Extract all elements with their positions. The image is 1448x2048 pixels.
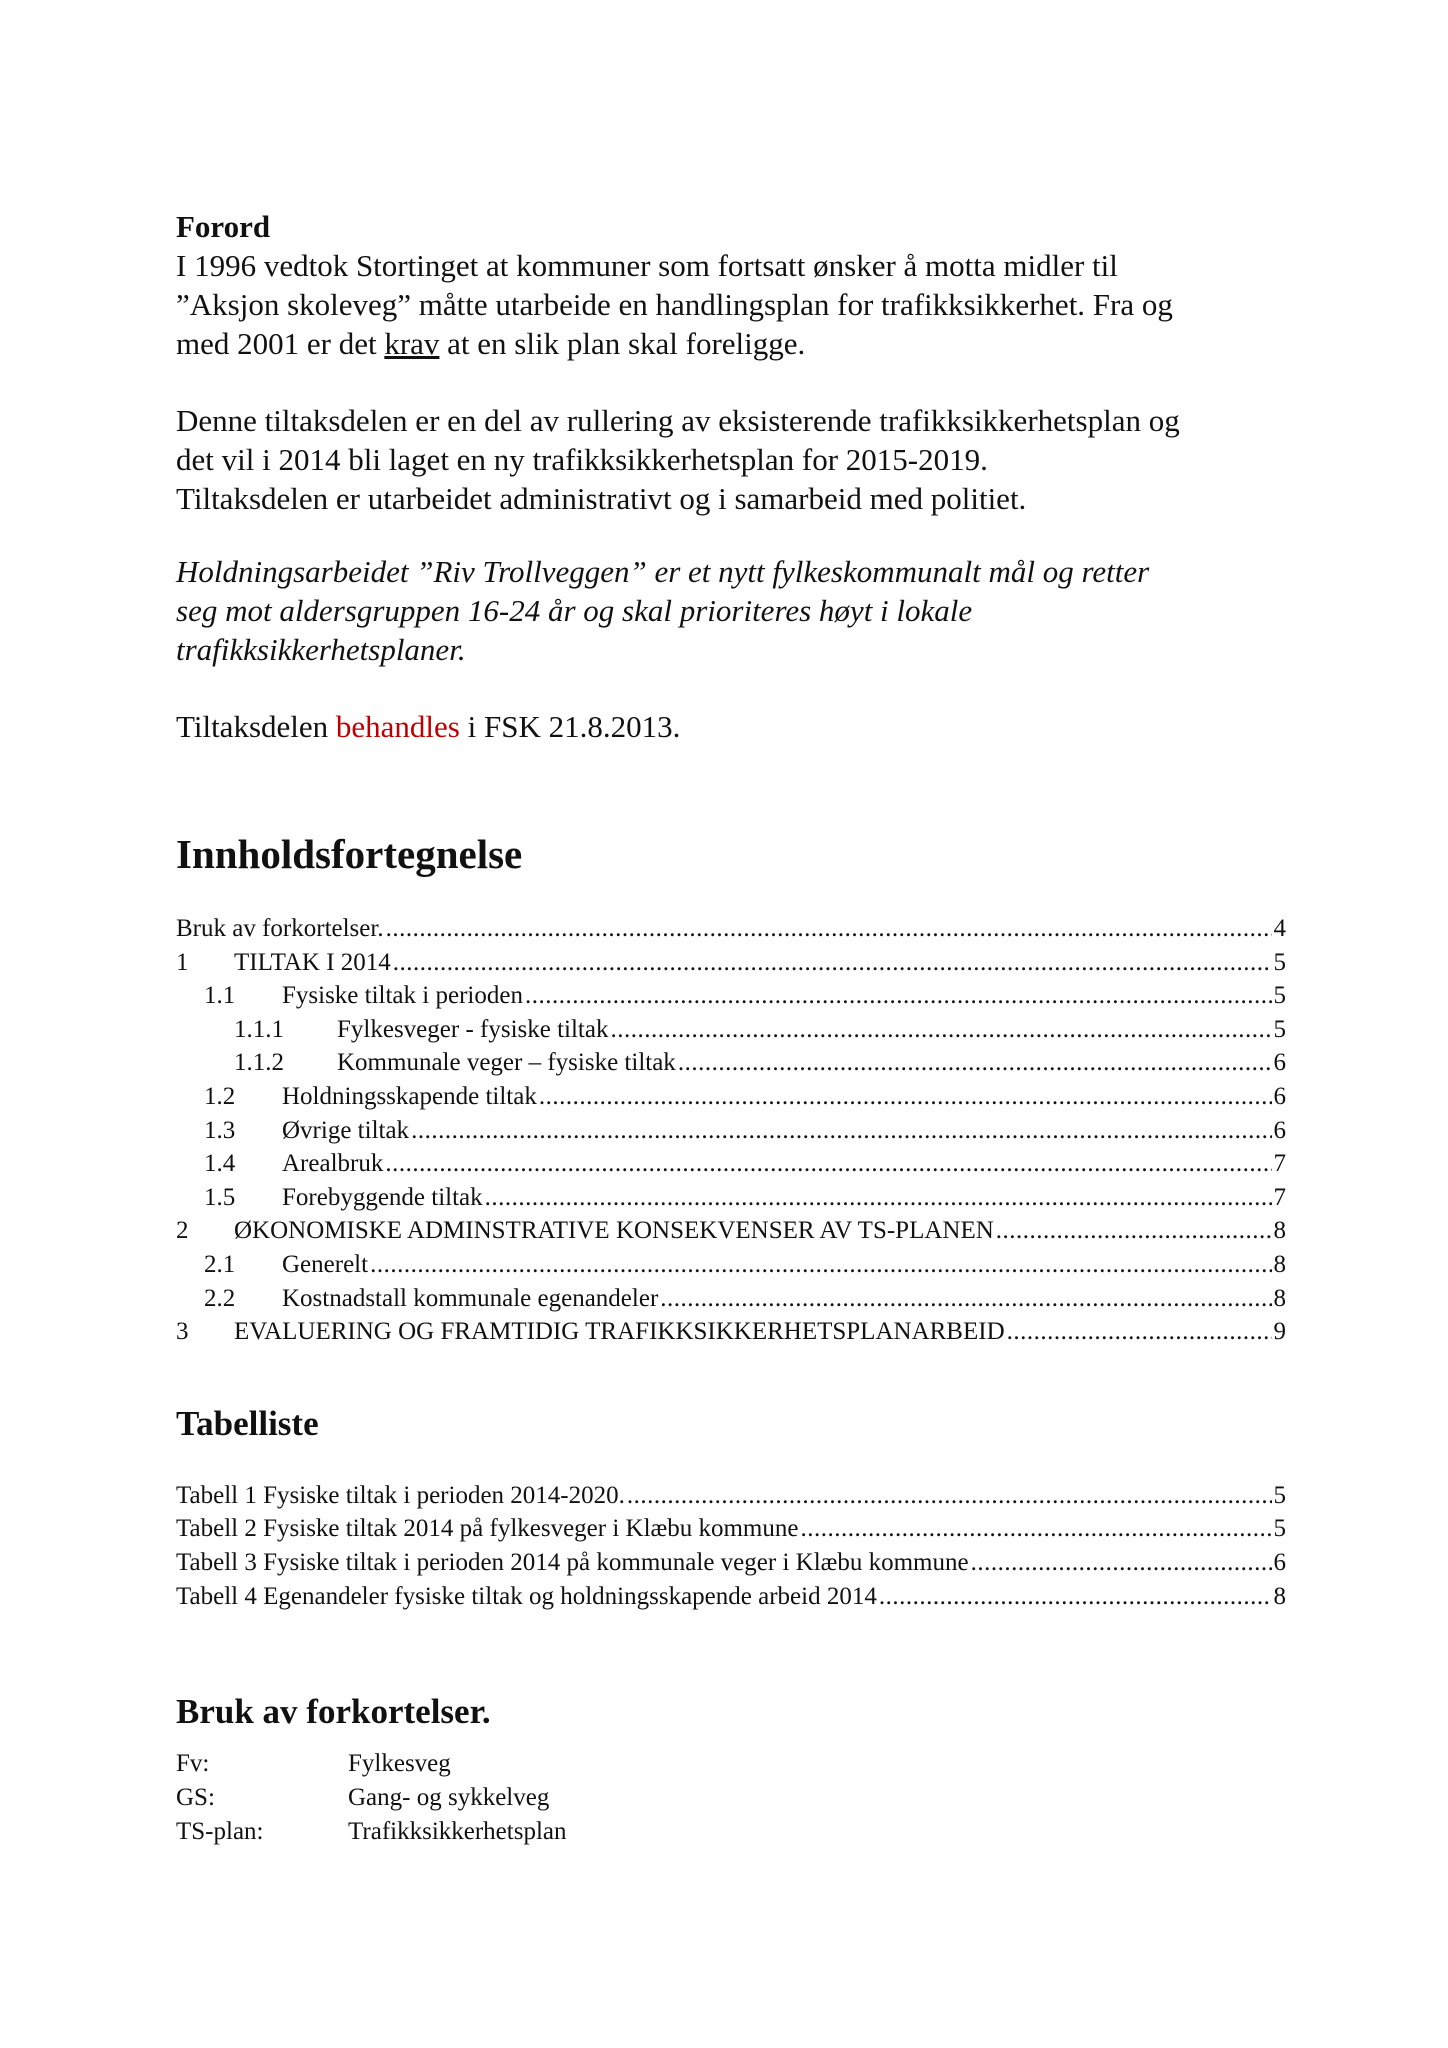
table-list-entry-page: 5 <box>1273 1515 1286 1543</box>
forkortelser-heading: Bruk av forkortelser. <box>176 1692 491 1732</box>
toc-entry[interactable] <box>176 1282 1286 1316</box>
abbreviation-row <box>176 1747 1286 1781</box>
toc-entry-number: 2.2 <box>204 1284 236 1312</box>
table-list <box>176 1479 1286 1613</box>
forord-paragraph-1 <box>176 246 1286 363</box>
table-list-entry-text: Tabell 1 Fysiske tiltak i perioden 2014-2020. <box>176 1481 625 1509</box>
toc-leader-dots <box>678 1046 1272 1080</box>
toc-leader-dots <box>1007 1315 1272 1349</box>
toc-entry-page: 7 <box>1273 1183 1286 1211</box>
toc-entry-text: Arealbruk <box>282 1150 384 1178</box>
toc-entry-number: 1.3 <box>204 1116 236 1144</box>
toc-leader-dots <box>610 1013 1271 1047</box>
toc-entry-page: 6 <box>1273 1116 1286 1144</box>
table-list-entry-text: Tabell 2 Fysiske tiltak 2014 på fylkesveger i Klæbu kommune <box>176 1515 799 1543</box>
forord-p1-line-3-pre: med 2001 er det <box>176 326 385 361</box>
toc-entry-number: 1.4 <box>204 1150 236 1178</box>
toc-entry[interactable] <box>176 1147 1286 1181</box>
table-list-leader-dots <box>800 1512 1271 1546</box>
forord-p1-line-1: I 1996 vedtok Stortinget at kommuner som fortsatt ønsker å motta midler til <box>176 248 1118 283</box>
toc-entry-number: 1.1 <box>204 982 236 1010</box>
toc-entry-page: 8 <box>1273 1250 1286 1278</box>
toc-entry-page: 8 <box>1273 1284 1286 1312</box>
toc-entry[interactable] <box>176 1046 1286 1080</box>
toc-entry-text: EVALUERING OG FRAMTIDIG TRAFIKKSIKKERHETSPLANARBEID <box>234 1318 1005 1346</box>
toc-entry[interactable] <box>176 1214 1286 1248</box>
table-list-entry-page: 8 <box>1273 1582 1286 1610</box>
toc-entry-text: Forebyggende tiltak <box>282 1183 483 1211</box>
toc-entry[interactable] <box>176 912 1286 946</box>
table-of-contents <box>176 912 1286 1349</box>
toc-leader-dots <box>660 1282 1271 1316</box>
table-list-entry-page: 6 <box>1273 1548 1286 1576</box>
toc-entry-number: 1 <box>176 948 189 976</box>
toc-entry-number: 2.1 <box>204 1250 236 1278</box>
toc-entry-text: Bruk av forkortelser. <box>176 915 384 942</box>
table-list-entry-text: Tabell 4 Egenandeler fysiske tiltak og holdningsskapende arbeid 2014 <box>176 1582 877 1610</box>
forord-p2-line-3: Tiltaksdelen er utarbeidet administrativt og i samarbeid med politiet. <box>176 481 1027 516</box>
toc-leader-dots <box>539 1080 1272 1114</box>
table-list-leader-dots <box>971 1546 1272 1580</box>
toc-entry-text: Generelt <box>282 1250 369 1278</box>
toc-entry-number: 2 <box>176 1217 189 1245</box>
forord-p4-post: i FSK 21.8.2013. <box>459 709 681 744</box>
toc-entry-text: Fylkesveger - fysiske tiltak <box>337 1015 609 1043</box>
table-list-entry[interactable] <box>176 1512 1286 1546</box>
toc-entry-page: 5 <box>1273 1015 1286 1043</box>
toc-entry-page: 6 <box>1273 1049 1286 1077</box>
forord-p4-pre: Tiltaksdelen <box>176 709 336 744</box>
forord-p3-line-3: trafikksikkerhetsplaner. <box>176 632 466 667</box>
toc-leader-dots <box>525 979 1272 1013</box>
toc-entry-number: 1.2 <box>204 1082 236 1110</box>
document-page <box>176 208 1286 1849</box>
toc-entry-number: 1.1.2 <box>234 1049 284 1077</box>
forord-heading: Forord <box>176 209 271 244</box>
table-list-leader-dots <box>879 1580 1272 1614</box>
forord-red-word: behandles <box>335 709 460 744</box>
toc-entry[interactable] <box>176 1248 1286 1282</box>
table-list-entry[interactable] <box>176 1479 1286 1513</box>
forord-p3-line-1: Holdningsarbeidet ”Riv Trollveggen” er et nytt fylkeskommunalt mål og retter <box>176 554 1150 589</box>
toc-entry-text: Kommunale veger – fysiske tiltak <box>337 1049 676 1077</box>
forord-paragraph-4 <box>176 707 1286 746</box>
toc-entry[interactable] <box>176 979 1286 1013</box>
toc-leader-dots <box>996 1214 1272 1248</box>
abbreviation-list <box>176 1747 1286 1849</box>
abbreviation-key: Fv: <box>176 1750 210 1778</box>
abbreviation-key: GS: <box>176 1784 215 1812</box>
toc-entry[interactable] <box>176 1315 1286 1349</box>
abbreviation-row <box>176 1781 1286 1815</box>
toc-entry-number: 1.5 <box>204 1183 236 1211</box>
table-list-entry-page: 5 <box>1273 1481 1286 1509</box>
abbreviation-row <box>176 1815 1286 1849</box>
forord-p2-line-1: Denne tiltaksdelen er en del av rullering av eksisterende trafikksikkerhetsplan og <box>176 403 1180 438</box>
toc-entry-page: 5 <box>1273 948 1286 976</box>
toc-entry-number: 3 <box>176 1318 189 1346</box>
forord-paragraph-2 <box>176 401 1286 518</box>
toc-entry-text: Fysiske tiltak i perioden <box>282 982 523 1010</box>
abbreviation-key: TS-plan: <box>176 1818 264 1846</box>
forord-paragraph-3 <box>176 552 1286 669</box>
toc-entry[interactable] <box>176 1181 1286 1215</box>
toc-leader-dots <box>370 1248 1271 1282</box>
forord-p1-line-2: ”Aksjon skoleveg” måtte utarbeide en handlingsplan for trafikksikkerhet. Fra og <box>176 287 1173 322</box>
toc-entry-page: 9 <box>1273 1318 1286 1346</box>
toc-heading: Innholdsfortegnelse <box>176 831 523 877</box>
toc-entry-text: Øvrige tiltak <box>282 1116 410 1144</box>
toc-leader-dots <box>393 946 1272 980</box>
forord-section <box>176 208 1286 746</box>
table-list-entry[interactable] <box>176 1580 1286 1614</box>
toc-leader-dots <box>485 1181 1272 1215</box>
forord-p1-line-3-post: at en slik plan skal foreligge. <box>439 326 806 361</box>
forord-underlined-word: krav <box>384 326 440 361</box>
forord-p2-line-2: det vil i 2014 bli laget en ny trafikksikkerhetsplan for 2015-2019. <box>176 442 988 477</box>
toc-entry[interactable] <box>176 1114 1286 1148</box>
table-list-entry[interactable] <box>176 1546 1286 1580</box>
toc-entry-text: TILTAK I 2014 <box>234 948 391 976</box>
toc-leader-dots <box>385 1147 1271 1181</box>
toc-entry-page: 4 <box>1273 915 1286 942</box>
toc-entry-number: 1.1.1 <box>234 1015 284 1043</box>
toc-entry[interactable] <box>176 946 1286 980</box>
toc-leader-dots <box>386 912 1272 946</box>
toc-leader-dots <box>411 1114 1271 1148</box>
table-list-leader-dots <box>627 1479 1272 1513</box>
toc-entry-page: 6 <box>1273 1082 1286 1110</box>
tabelliste-heading: Tabelliste <box>176 1403 319 1443</box>
toc-entry-page: 8 <box>1273 1217 1286 1245</box>
toc-entry-text: ØKONOMISKE ADMINSTRATIVE KONSEKVENSER AV TS-PLANEN <box>234 1217 994 1245</box>
toc-entry[interactable] <box>176 1080 1286 1114</box>
toc-entry-page: 5 <box>1273 982 1286 1010</box>
forord-p3-line-2: seg mot aldersgruppen 16-24 år og skal prioriteres høyt i lokale <box>176 593 973 628</box>
abbreviation-value: Trafikksikkerhetsplan <box>348 1818 567 1846</box>
toc-entry-text: Holdningsskapende tiltak <box>282 1082 537 1110</box>
table-list-entry-text: Tabell 3 Fysiske tiltak i perioden 2014 på kommunale veger i Klæbu kommune <box>176 1548 969 1576</box>
abbreviation-value: Fylkesveg <box>348 1750 451 1778</box>
toc-entry[interactable] <box>176 1013 1286 1047</box>
abbreviation-value: Gang- og sykkelveg <box>348 1784 550 1812</box>
toc-entry-page: 7 <box>1273 1150 1286 1178</box>
toc-entry-text: Kostnadstall kommunale egenandeler <box>282 1284 659 1312</box>
